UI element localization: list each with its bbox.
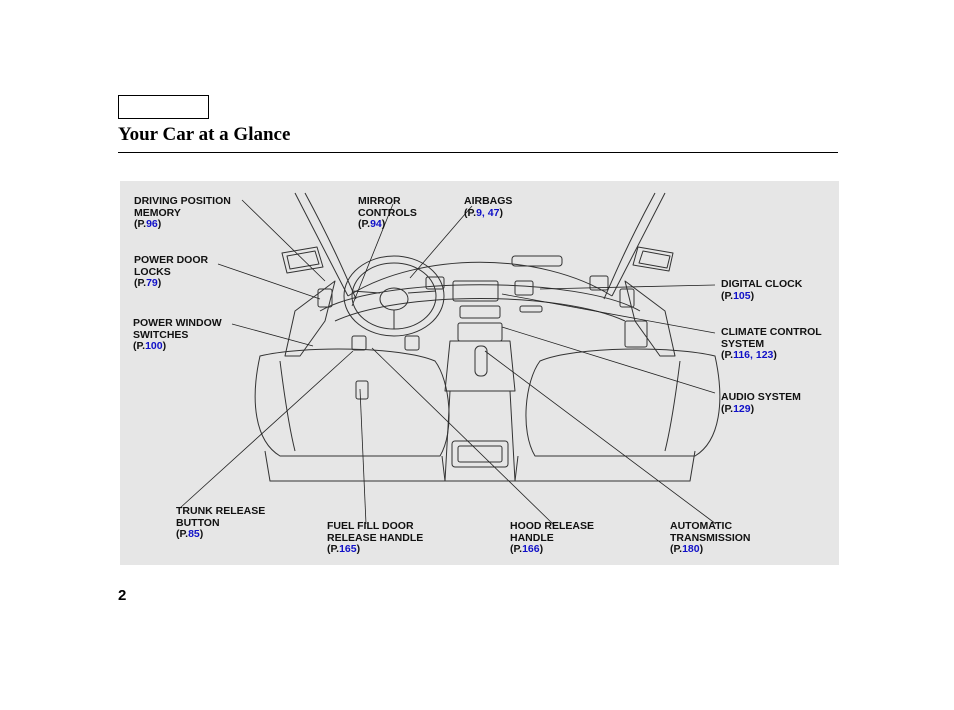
page-link[interactable]: 96 [146,218,158,230]
page-ref[interactable]: (P.116, 123) [721,349,777,361]
callout-trunk-release-button [176,506,274,541]
callout-label: POWER WINDOW SWITCHES [133,317,222,341]
page-ref[interactable]: (P.9, 47) [464,206,503,219]
callout-label: FUEL FILL DOOR RELEASE HANDLE [327,520,424,544]
page-ref[interactable]: (P.166) [510,543,544,555]
callout-audio-system [721,392,801,415]
callout-driving-position-memory [134,196,244,231]
callout-label: DRIVING POSITION MEMORY [134,195,231,219]
callout-label: AUDIO SYSTEM [721,391,801,403]
callout-climate-control-system [721,327,833,362]
callout-airbags [464,196,512,219]
callout-label: CLIMATE CONTROL SYSTEM [721,326,822,350]
page-number: 2 [118,587,127,604]
page-ref[interactable]: (P.180) [670,543,704,555]
page-link[interactable]: 100 [145,340,163,352]
page-ref[interactable]: (P.105) [721,289,755,302]
page-link[interactable]: 94 [370,218,382,230]
callout-power-door-locks [134,255,219,290]
page-link[interactable]: 85 [188,528,200,540]
callout-automatic-transmission [670,521,770,556]
page-link[interactable]: 116, 123 [733,349,774,361]
callout-label: POWER DOOR LOCKS [134,254,209,278]
page-ref[interactable]: (P.165) [327,543,361,555]
callout-digital-clock [721,279,802,302]
page-link[interactable]: 129 [733,402,751,415]
page-link[interactable]: 165 [339,543,357,555]
title-rule [118,152,838,153]
callout-power-window-switches [133,318,233,353]
page-ref[interactable]: (P.96) [134,218,162,230]
callout-hood-release-handle [510,521,605,556]
page-link[interactable]: 79 [146,277,158,289]
callout-label: MIRROR CONTROLS [358,195,417,219]
callout-label: AUTOMATIC TRANSMISSION [670,520,751,544]
page-ref[interactable]: (P.129) [721,402,755,415]
page-title: Your Car at a Glance [118,124,291,145]
page-link[interactable]: 180 [682,543,700,555]
callout-label: DIGITAL CLOCK [721,278,803,290]
page-ref[interactable]: (P.85) [176,528,204,540]
callout-label: TRUNK RELEASE BUTTON [176,505,266,529]
callout-mirror-controls [358,196,428,231]
page-link[interactable]: 105 [733,289,751,302]
callout-fuel-fill-door-release-handle [327,521,437,556]
page-link[interactable]: 9, 47 [476,206,500,219]
page-ref[interactable]: (P.94) [358,218,386,230]
callout-label: AIRBAGS [464,195,513,207]
callout-label: HOOD RELEASE HANDLE [510,520,595,544]
page-ref[interactable]: (P.100) [133,340,167,352]
section-tab-box[interactable] [118,95,209,119]
page-link[interactable]: 166 [522,543,540,555]
page-ref[interactable]: (P.79) [134,277,162,289]
